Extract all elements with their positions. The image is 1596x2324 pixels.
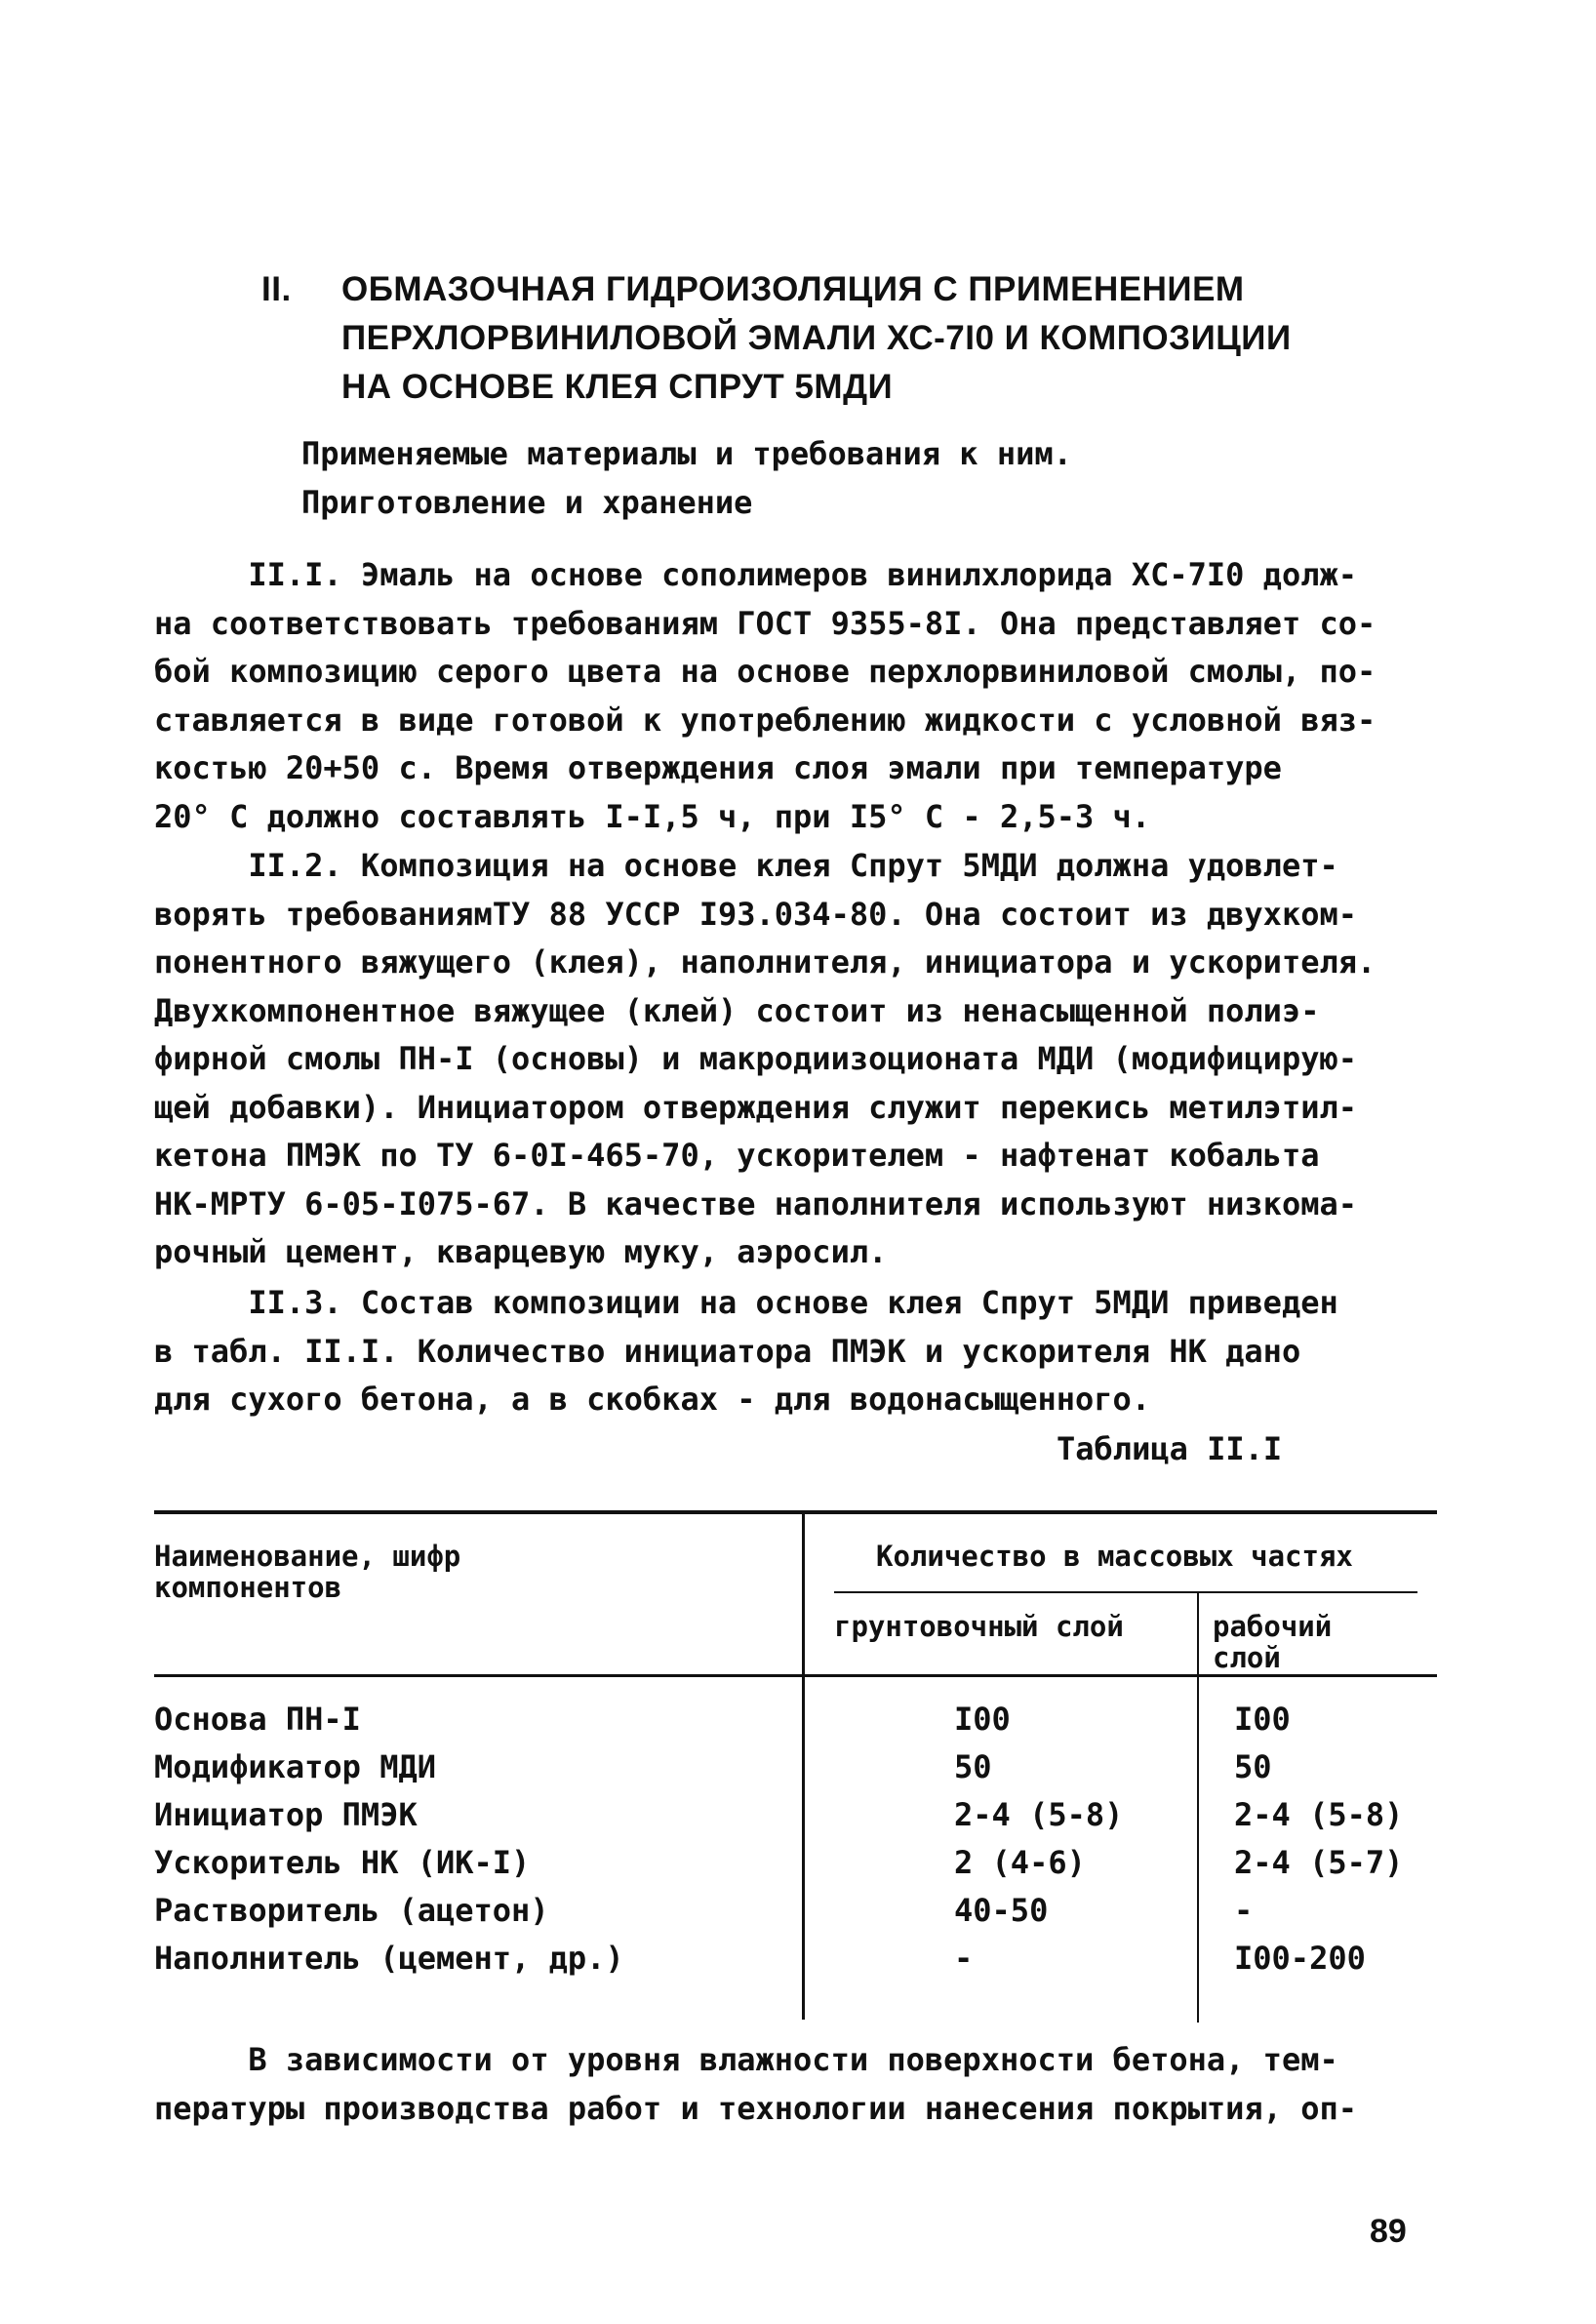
subheading-line-1: Применяемые материалы и требования к ним. xyxy=(301,435,1072,472)
header-quantity-group: Количество в массовых частях xyxy=(876,1540,1353,1573)
header-working-layer-line-2: слой xyxy=(1213,1641,1281,1674)
subheading xyxy=(301,429,1072,527)
section-title-line-2: ПЕРХЛОРВИНИЛОВОЙ ЭМАЛИ ХС-7I0 И КОМПОЗИЦИИ xyxy=(341,319,1292,357)
paragraph-line: рочный цемент, кварцевую муку, аэросил. xyxy=(154,1233,888,1270)
row-primer-6: - xyxy=(954,1940,974,1977)
row-primer-5: 40-50 xyxy=(954,1892,1049,1929)
row-working-2: 50 xyxy=(1234,1748,1272,1785)
section-title-line-3: НА ОСНОВЕ КЛЕЯ СПРУТ 5МДИ xyxy=(341,368,894,406)
section-heading xyxy=(261,265,1292,412)
paragraph-line: пературы производства работ и технологии нанесения покрытия, оп- xyxy=(154,2090,1357,2127)
page-number: 89 xyxy=(1370,2213,1407,2250)
row-name-1: Основа ПН-I xyxy=(154,1701,361,1738)
row-working-5: - xyxy=(1234,1892,1254,1929)
paragraph-line: щей добавки). Инициатором отверждения служит перекись метилэтил- xyxy=(154,1088,1357,1126)
paragraph-line: II.2. Композиция на основе клея Спрут 5МДИ должна удовлет- xyxy=(154,847,1338,884)
paragraph-line: II.3. Состав композиции на основе клея Спрут 5МДИ приведен xyxy=(154,1284,1338,1321)
row-name-4: Ускоритель НК (ИК-I) xyxy=(154,1844,531,1881)
header-component-line-1: Наименование, шифр xyxy=(154,1540,461,1573)
paragraph-11-3 xyxy=(154,1279,1461,1424)
paragraph-line: ставляется в виде готовой к употреблению жидкости с условной вяз- xyxy=(154,701,1377,739)
row-primer-3: 2-4 (5-8) xyxy=(954,1796,1124,1833)
table-top-rule xyxy=(154,1510,1437,1514)
paragraph-line: ворять требованиямТУ 88 УССР I93.034-80. Она состоит из двухком- xyxy=(154,895,1357,933)
subheading-line-2: Приготовление и хранение xyxy=(301,484,753,521)
table-header-rule xyxy=(154,1674,1437,1677)
row-primer-2: 50 xyxy=(954,1748,992,1785)
row-primer-1: I00 xyxy=(954,1701,1011,1738)
section-number: II. xyxy=(261,270,292,308)
paragraph-line: фирной смолы ПН-I (основы) и макродиизоционата МДИ (модифицирую- xyxy=(154,1040,1357,1077)
row-working-6: I00-200 xyxy=(1234,1940,1366,1977)
paragraph-line: В зависимости от уровня влажности поверхности бетона, тем- xyxy=(154,2041,1338,2078)
row-name-3: Инициатор ПМЭК xyxy=(154,1796,418,1833)
continuation-paragraph xyxy=(154,2035,1461,2133)
row-working-4: 2-4 (5-7) xyxy=(1234,1844,1404,1881)
table-caption: Таблица II.I xyxy=(1057,1430,1283,1467)
paragraph-line: для сухого бетона, а в скобках - для водонасыщенного. xyxy=(154,1381,1151,1418)
section-title-line-1: ОБМАЗОЧНАЯ ГИДРОИЗОЛЯЦИЯ С ПРИМЕНЕНИЕМ xyxy=(341,270,1245,308)
paragraph-line: кетона ПМЭК по ТУ 6-0I-465-70, ускорителем - нафтенат кобальта xyxy=(154,1137,1320,1174)
paragraph-line: НК-МРТУ 6-05-I075-67. В качестве наполнителя используют низкома- xyxy=(154,1184,1357,1222)
row-working-3: 2-4 (5-8) xyxy=(1234,1796,1404,1833)
paragraph-line: Двухкомпонентное вяжущее (клей) состоит из ненасыщенной полиэ- xyxy=(154,991,1320,1029)
table-column-divider xyxy=(1197,1593,1199,2023)
header-component-line-2: компонентов xyxy=(154,1571,342,1604)
paragraph-11-2 xyxy=(154,842,1461,1277)
header-primer-layer: грунтовочный слой xyxy=(834,1610,1124,1643)
row-name-5: Растворитель (ацетон) xyxy=(154,1892,549,1929)
paragraph-line: бой композицию серого цвета на основе перхлорвиниловой смолы, по- xyxy=(154,653,1377,690)
table-divider-vertical xyxy=(802,1514,805,2020)
table-group-rule xyxy=(834,1591,1417,1593)
row-name-2: Модификатор МДИ xyxy=(154,1748,436,1785)
paragraph-line: в табл. II.I. Количество инициатора ПМЭК и ускорителя НК дано xyxy=(154,1332,1301,1370)
paragraph-11-1 xyxy=(154,551,1461,841)
header-working-layer-line-1: рабочий xyxy=(1213,1610,1333,1643)
row-name-6: Наполнитель (цемент, др.) xyxy=(154,1940,624,1977)
paragraph-line: 20° С должно составлять I-I,5 ч, при I5° С - 2,5-3 ч. xyxy=(154,797,1151,835)
paragraph-line: костью 20+50 с. Время отверждения слоя эмали при температуре xyxy=(154,749,1282,786)
paragraph-line: на соответствовать требованиям ГОСТ 9355-8I. Она представляет со- xyxy=(154,604,1377,642)
row-working-1: I00 xyxy=(1234,1701,1291,1738)
paragraph-line: II.I. Эмаль на основе сополимеров винилхлорида ХС-7I0 долж- xyxy=(154,556,1357,593)
row-primer-4: 2 (4-6) xyxy=(954,1844,1086,1881)
paragraph-line: понентного вяжущего (клея), наполнителя, инициатора и ускорителя. xyxy=(154,943,1377,981)
